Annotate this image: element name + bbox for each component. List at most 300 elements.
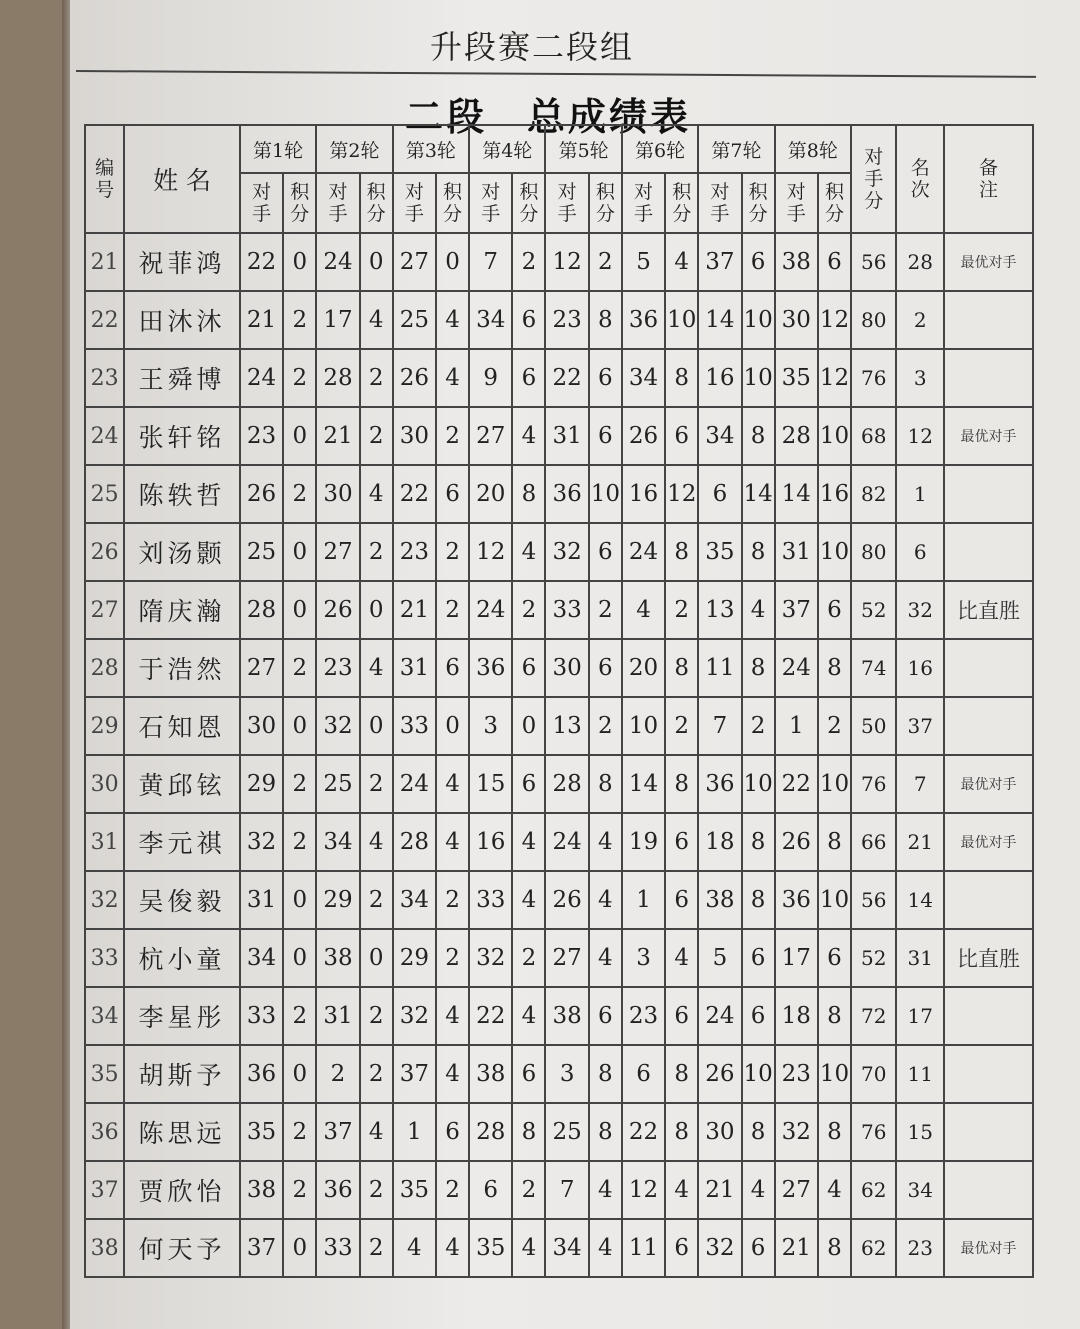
player-id: 22 (85, 291, 124, 349)
round-opponent: 36 (316, 1161, 359, 1219)
round-opponent: 37 (316, 1103, 359, 1161)
round-points: 0 (283, 871, 316, 929)
round-opponent: 26 (545, 871, 588, 929)
round-points: 4 (436, 291, 469, 349)
round-points: 4 (436, 349, 469, 407)
player-id: 28 (85, 639, 124, 697)
round-points: 4 (818, 1161, 851, 1219)
round-opponent: 21 (240, 291, 283, 349)
player-name: 张轩铭 (124, 407, 240, 465)
round-points: 2 (512, 1161, 545, 1219)
round-opponent: 24 (698, 987, 741, 1045)
round-opponent: 31 (775, 523, 818, 581)
player-id: 35 (85, 1045, 124, 1103)
round-points: 4 (360, 639, 393, 697)
player-id: 26 (85, 523, 124, 581)
col-id-header (85, 125, 124, 233)
opponent-total: 82 (851, 465, 896, 523)
round-opponent: 36 (775, 871, 818, 929)
opponent-total: 52 (851, 929, 896, 987)
round-opponent: 27 (469, 407, 512, 465)
round-points: 6 (818, 233, 851, 291)
round-opponent: 30 (240, 697, 283, 755)
round-opponent: 26 (775, 813, 818, 871)
round-points: 10 (742, 1045, 775, 1103)
round-points: 4 (589, 1219, 622, 1277)
round-points: 8 (742, 639, 775, 697)
round-points: 6 (436, 639, 469, 697)
col-id-label: 编号 (95, 157, 115, 201)
round-opponent: 23 (316, 639, 359, 697)
round-header: 第2轮 (316, 125, 392, 173)
player-name: 李星彤 (124, 987, 240, 1045)
round-points: 8 (818, 1219, 851, 1277)
round-points: 2 (360, 755, 393, 813)
round-opponent: 33 (240, 987, 283, 1045)
round-points: 0 (436, 697, 469, 755)
round-points: 2 (665, 697, 698, 755)
rank: 7 (896, 755, 944, 813)
round-points: 10 (665, 291, 698, 349)
col-note-header (944, 125, 1033, 233)
note (944, 871, 1033, 929)
note: 最优对手 (944, 1219, 1033, 1277)
player-name: 于浩然 (124, 639, 240, 697)
round-points: 2 (818, 697, 851, 755)
points-subheader (742, 173, 775, 233)
table-row (85, 929, 1033, 987)
round-points: 8 (512, 1103, 545, 1161)
round-opponent: 38 (316, 929, 359, 987)
round-points: 6 (665, 813, 698, 871)
table-row (85, 407, 1033, 465)
round-points: 6 (665, 1219, 698, 1277)
player-name: 祝菲鸿 (124, 233, 240, 291)
round-points: 6 (742, 233, 775, 291)
round-opponent: 23 (240, 407, 283, 465)
round-opponent: 14 (698, 291, 741, 349)
round-opponent: 28 (775, 407, 818, 465)
points-label: 积分 (519, 181, 539, 225)
col-opp-total-label: 对手分 (864, 146, 884, 212)
round-points: 4 (360, 813, 393, 871)
table-row (85, 581, 1033, 639)
rank: 28 (896, 233, 944, 291)
round-points: 10 (818, 871, 851, 929)
round-points: 6 (436, 1103, 469, 1161)
rank: 17 (896, 987, 944, 1045)
points-label: 积分 (366, 181, 386, 225)
round-opponent: 14 (775, 465, 818, 523)
note: 最优对手 (944, 755, 1033, 813)
rank: 23 (896, 1219, 944, 1277)
round-points: 4 (360, 465, 393, 523)
round-points: 2 (512, 233, 545, 291)
round-points: 2 (436, 1161, 469, 1219)
round-opponent: 11 (698, 639, 741, 697)
player-name: 杭小童 (124, 929, 240, 987)
round-points: 0 (283, 1219, 316, 1277)
round-opponent: 37 (698, 233, 741, 291)
opponent-total: 56 (851, 871, 896, 929)
round-points: 10 (818, 755, 851, 813)
player-id: 29 (85, 697, 124, 755)
round-points: 10 (742, 755, 775, 813)
round-opponent: 23 (545, 291, 588, 349)
round-points: 6 (589, 639, 622, 697)
round-opponent: 34 (698, 407, 741, 465)
player-id: 25 (85, 465, 124, 523)
round-points: 8 (665, 1045, 698, 1103)
round-points: 6 (742, 929, 775, 987)
round-header: 第7轮 (698, 125, 774, 173)
points-label: 积分 (748, 181, 768, 225)
round-points: 8 (512, 465, 545, 523)
opponent-subheader (469, 173, 512, 233)
round-opponent: 11 (622, 1219, 665, 1277)
round-points: 2 (283, 755, 316, 813)
round-opponent: 29 (316, 871, 359, 929)
round-header: 第3轮 (393, 125, 469, 173)
round-opponent: 32 (775, 1103, 818, 1161)
round-points: 0 (283, 697, 316, 755)
points-subheader (512, 173, 545, 233)
round-opponent: 28 (469, 1103, 512, 1161)
opponent-total: 52 (851, 581, 896, 639)
table-row (85, 523, 1033, 581)
round-points: 4 (512, 813, 545, 871)
round-opponent: 38 (698, 871, 741, 929)
round-points: 0 (360, 581, 393, 639)
round-opponent: 28 (316, 349, 359, 407)
round-header: 第1轮 (240, 125, 316, 173)
round-opponent: 38 (775, 233, 818, 291)
round-opponent: 20 (469, 465, 512, 523)
round-opponent: 30 (545, 639, 588, 697)
round-points: 10 (818, 523, 851, 581)
round-opponent: 18 (775, 987, 818, 1045)
opponent-total: 70 (851, 1045, 896, 1103)
round-points: 6 (512, 755, 545, 813)
round-opponent: 29 (393, 929, 436, 987)
round-opponent: 27 (775, 1161, 818, 1219)
round-points: 0 (283, 581, 316, 639)
player-name: 石知恩 (124, 697, 240, 755)
round-opponent: 20 (622, 639, 665, 697)
round-points: 2 (283, 1103, 316, 1161)
round-opponent: 38 (545, 987, 588, 1045)
round-points: 8 (665, 755, 698, 813)
round-points: 2 (360, 1045, 393, 1103)
table-row (85, 1103, 1033, 1161)
opponent-label: 对手 (786, 181, 806, 225)
round-points: 6 (589, 987, 622, 1045)
round-points: 8 (742, 871, 775, 929)
round-points: 2 (283, 987, 316, 1045)
opponent-total: 68 (851, 407, 896, 465)
round-opponent: 1 (775, 697, 818, 755)
round-opponent: 5 (698, 929, 741, 987)
col-rank-label: 名次 (910, 157, 930, 201)
opponent-total: 80 (851, 291, 896, 349)
round-points: 8 (589, 1045, 622, 1103)
round-opponent: 19 (622, 813, 665, 871)
note: 最优对手 (944, 813, 1033, 871)
round-points: 4 (665, 233, 698, 291)
round-opponent: 7 (698, 697, 741, 755)
round-points: 6 (512, 639, 545, 697)
round-opponent: 15 (469, 755, 512, 813)
opponent-label: 对手 (328, 181, 348, 225)
points-subheader (589, 173, 622, 233)
round-opponent: 26 (316, 581, 359, 639)
points-label: 积分 (672, 181, 692, 225)
round-points: 0 (283, 233, 316, 291)
round-opponent: 27 (316, 523, 359, 581)
round-points: 2 (283, 813, 316, 871)
round-points: 2 (360, 871, 393, 929)
round-points: 2 (742, 697, 775, 755)
round-opponent: 36 (545, 465, 588, 523)
rank: 32 (896, 581, 944, 639)
rank: 12 (896, 407, 944, 465)
round-opponent: 37 (775, 581, 818, 639)
round-points: 8 (818, 1103, 851, 1161)
round-points: 4 (589, 929, 622, 987)
round-points: 8 (589, 291, 622, 349)
round-points: 4 (512, 523, 545, 581)
round-points: 6 (742, 1219, 775, 1277)
rank: 16 (896, 639, 944, 697)
round-points: 4 (360, 1103, 393, 1161)
opponent-total: 56 (851, 233, 896, 291)
round-opponent: 25 (393, 291, 436, 349)
player-name: 何天予 (124, 1219, 240, 1277)
round-opponent: 33 (393, 697, 436, 755)
opponent-subheader (393, 173, 436, 233)
round-points: 6 (742, 987, 775, 1045)
round-opponent: 12 (545, 233, 588, 291)
round-points: 2 (360, 1219, 393, 1277)
results-table (84, 124, 1034, 1278)
round-opponent: 4 (393, 1219, 436, 1277)
round-points: 8 (742, 1103, 775, 1161)
round-opponent: 25 (545, 1103, 588, 1161)
round-opponent: 6 (698, 465, 741, 523)
round-points: 8 (665, 1103, 698, 1161)
round-points: 2 (360, 987, 393, 1045)
round-points: 4 (436, 987, 469, 1045)
round-points: 8 (818, 987, 851, 1045)
round-opponent: 27 (240, 639, 283, 697)
round-opponent: 33 (469, 871, 512, 929)
round-opponent: 37 (240, 1219, 283, 1277)
round-opponent: 33 (316, 1219, 359, 1277)
col-rank-header (896, 125, 944, 233)
round-points: 6 (665, 871, 698, 929)
player-name: 田沐沐 (124, 291, 240, 349)
player-id: 36 (85, 1103, 124, 1161)
round-points: 4 (742, 581, 775, 639)
round-opponent: 32 (393, 987, 436, 1045)
round-points: 12 (665, 465, 698, 523)
round-opponent: 16 (469, 813, 512, 871)
round-opponent: 38 (240, 1161, 283, 1219)
round-opponent: 24 (469, 581, 512, 639)
opponent-total: 74 (851, 639, 896, 697)
round-opponent: 12 (469, 523, 512, 581)
player-id: 24 (85, 407, 124, 465)
round-points: 6 (589, 349, 622, 407)
round-points: 14 (742, 465, 775, 523)
round-points: 8 (665, 349, 698, 407)
round-points: 4 (665, 1161, 698, 1219)
round-opponent: 34 (316, 813, 359, 871)
round-opponent: 10 (622, 697, 665, 755)
round-points: 4 (436, 1219, 469, 1277)
col-opp-total-header (851, 125, 896, 233)
opponent-total: 62 (851, 1219, 896, 1277)
round-points: 8 (742, 407, 775, 465)
round-opponent: 35 (240, 1103, 283, 1161)
round-opponent: 3 (469, 697, 512, 755)
round-points: 2 (436, 929, 469, 987)
opponent-total: 62 (851, 1161, 896, 1219)
note (944, 1045, 1033, 1103)
round-points: 2 (436, 871, 469, 929)
opponent-subheader (698, 173, 741, 233)
round-opponent: 33 (545, 581, 588, 639)
note (944, 987, 1033, 1045)
round-opponent: 3 (545, 1045, 588, 1103)
round-points: 2 (283, 291, 316, 349)
round-points: 4 (436, 1045, 469, 1103)
round-points: 6 (665, 407, 698, 465)
player-id: 21 (85, 233, 124, 291)
round-opponent: 1 (393, 1103, 436, 1161)
points-label: 积分 (443, 181, 463, 225)
round-points: 10 (818, 407, 851, 465)
player-id: 31 (85, 813, 124, 871)
opponent-total: 50 (851, 697, 896, 755)
note (944, 349, 1033, 407)
round-opponent: 36 (469, 639, 512, 697)
rank: 21 (896, 813, 944, 871)
rank: 1 (896, 465, 944, 523)
round-opponent: 6 (622, 1045, 665, 1103)
round-points: 0 (283, 1045, 316, 1103)
round-points: 2 (283, 639, 316, 697)
round-points: 8 (665, 523, 698, 581)
round-opponent: 31 (393, 639, 436, 697)
round-points: 12 (818, 349, 851, 407)
table-row (85, 639, 1033, 697)
player-name: 王舜博 (124, 349, 240, 407)
round-opponent: 28 (393, 813, 436, 871)
rank: 6 (896, 523, 944, 581)
round-points: 0 (360, 697, 393, 755)
round-points: 2 (360, 349, 393, 407)
round-points: 8 (742, 523, 775, 581)
round-points: 2 (436, 407, 469, 465)
table-row (85, 871, 1033, 929)
round-opponent: 35 (469, 1219, 512, 1277)
round-points: 4 (360, 291, 393, 349)
round-points: 6 (818, 929, 851, 987)
round-points: 8 (818, 813, 851, 871)
round-opponent: 38 (469, 1045, 512, 1103)
round-opponent: 25 (316, 755, 359, 813)
note (944, 697, 1033, 755)
opponent-label: 对手 (710, 181, 730, 225)
round-opponent: 32 (240, 813, 283, 871)
round-points: 2 (283, 1161, 316, 1219)
main-title-table: 总成绩表 (527, 94, 692, 139)
rank: 11 (896, 1045, 944, 1103)
player-name: 刘汤颢 (124, 523, 240, 581)
round-opponent: 21 (316, 407, 359, 465)
table-row (85, 291, 1033, 349)
round-opponent: 26 (698, 1045, 741, 1103)
round-opponent: 23 (775, 1045, 818, 1103)
table-row (85, 755, 1033, 813)
round-opponent: 17 (775, 929, 818, 987)
round-opponent: 30 (316, 465, 359, 523)
round-points: 10 (742, 349, 775, 407)
round-points: 4 (665, 929, 698, 987)
round-opponent: 35 (698, 523, 741, 581)
round-opponent: 32 (545, 523, 588, 581)
table-row (85, 349, 1033, 407)
rank: 15 (896, 1103, 944, 1161)
round-points: 2 (283, 465, 316, 523)
opponent-label: 对手 (557, 181, 577, 225)
main-title-level: 二段 (405, 94, 488, 139)
note (944, 1103, 1033, 1161)
round-opponent: 24 (240, 349, 283, 407)
round-opponent: 9 (469, 349, 512, 407)
round-points: 4 (512, 871, 545, 929)
note (944, 291, 1033, 349)
round-opponent: 30 (775, 291, 818, 349)
round-header: 第6轮 (622, 125, 698, 173)
round-opponent: 27 (393, 233, 436, 291)
round-opponent: 1 (622, 871, 665, 929)
col-note-label: 备注 (978, 157, 998, 201)
opponent-total: 76 (851, 349, 896, 407)
round-opponent: 32 (469, 929, 512, 987)
round-points: 6 (512, 349, 545, 407)
round-points: 2 (360, 407, 393, 465)
table-row (85, 1045, 1033, 1103)
col-name-header: 姓 名 (124, 125, 240, 233)
round-opponent: 26 (393, 349, 436, 407)
round-points: 8 (589, 1103, 622, 1161)
round-opponent: 22 (469, 987, 512, 1045)
player-id: 23 (85, 349, 124, 407)
table-row (85, 987, 1033, 1045)
points-subheader (665, 173, 698, 233)
round-opponent: 32 (698, 1219, 741, 1277)
round-points: 6 (512, 291, 545, 349)
round-points: 2 (589, 581, 622, 639)
note: 最优对手 (944, 233, 1033, 291)
round-points: 8 (742, 813, 775, 871)
round-points: 4 (589, 871, 622, 929)
round-points: 6 (818, 581, 851, 639)
opponent-label: 对手 (252, 181, 272, 225)
round-points: 2 (436, 581, 469, 639)
